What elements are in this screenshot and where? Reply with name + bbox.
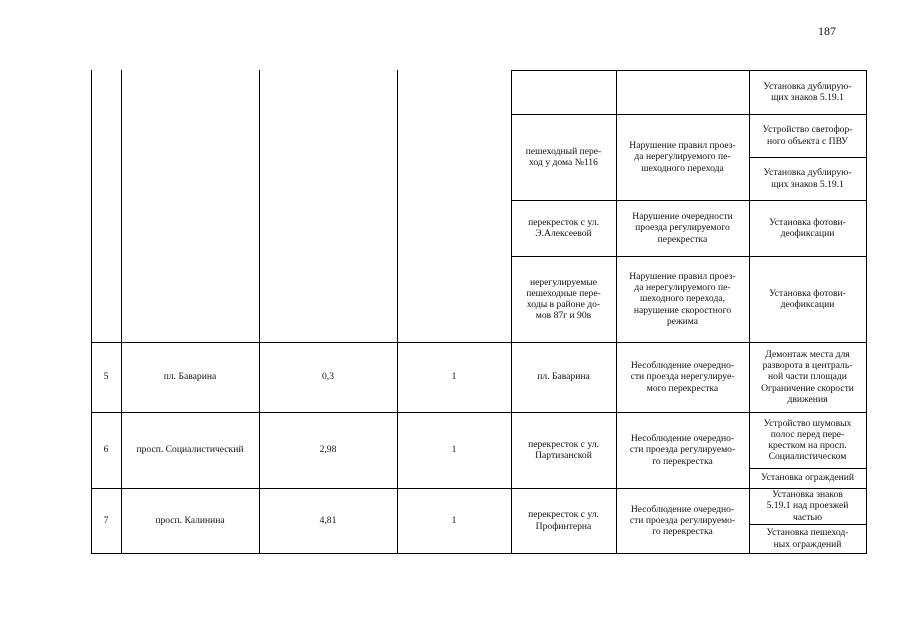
count-cell: 1 bbox=[451, 444, 457, 456]
measure-cell: Устройство светофор- ного объекта с ПВУ bbox=[762, 124, 853, 147]
measure-cell: Установка ограждений bbox=[760, 472, 855, 484]
measure-cell: Устройство шумовых полос перед пере- крестком на просп. Социалистическом bbox=[763, 417, 852, 463]
page-number: 187 bbox=[818, 24, 836, 38]
location-cell: пешеходный пере- ход у дома №116 bbox=[525, 145, 602, 168]
violation-cell: Нарушение правил проез- да нерегулируемого пе- шеходного перехода, нарушение скоростного режима bbox=[629, 270, 736, 327]
count-cell: 1 bbox=[451, 371, 457, 383]
count-cell: 1 bbox=[451, 514, 457, 526]
violation-cell: Нарушение очередности проезда регулируемого перекрестка bbox=[632, 211, 733, 245]
measure-cell: Установка пешеход- ных ограждений bbox=[766, 527, 849, 550]
violation-cell: Нарушение правил проез- да нерегулируемого пе- шеходного перехода bbox=[629, 140, 736, 174]
location-cell: перекресток с ул. Профинтерна bbox=[528, 509, 599, 532]
location-cell: нерегулируемые пешеходные пере- ходы в районе до- мов 87г и 90в bbox=[526, 276, 601, 322]
measure-cell: Установка дублирую- щих знаков 5.19.1 bbox=[763, 80, 852, 103]
row-number-cell: 6 bbox=[103, 444, 109, 456]
violation-cell bbox=[616, 70, 749, 114]
violation-cell: Несоблюдение очередно- сти проезда регулируемо- го перекрестка bbox=[629, 433, 736, 467]
measure-cell: Демонтаж места для разворота в централь- ной части площади Ограничение скорости движения bbox=[761, 348, 854, 405]
length-cell: 2,98 bbox=[319, 444, 337, 456]
violation-cell: Несоблюдение очередно- сти проезда регулируемо- го перекрестка bbox=[629, 503, 736, 538]
measure-cell: Установка дублирую- щих знаков 5.19.1 bbox=[763, 167, 852, 190]
row-number-cell: 5 bbox=[103, 371, 109, 383]
street-cell: просп. Калинина bbox=[155, 514, 225, 526]
measure-cell: Установка знаков 5.19.1 над проезжей частью bbox=[766, 489, 849, 523]
violation-cell: Несоблюдение очередно- сти проезда нерегулируе- мого перекрестка bbox=[630, 360, 735, 394]
measure-cell: Установка фотови- деофиксации bbox=[769, 287, 846, 310]
street-cell: пл. Баварина bbox=[163, 371, 217, 383]
location-cell: пл. Баварина bbox=[537, 371, 590, 383]
location-cell: перекресток с ул. Партизанской bbox=[528, 438, 599, 461]
street-cell: просп. Социалистический bbox=[136, 444, 244, 456]
length-cell: 0,3 bbox=[322, 371, 334, 383]
column-border bbox=[866, 70, 867, 553]
row-number-cell: 7 bbox=[103, 514, 109, 526]
table-bottom-border bbox=[91, 553, 867, 554]
location-cell: перекресток с ул. Э.Алексеевой bbox=[528, 216, 599, 239]
location-cell bbox=[511, 70, 616, 114]
length-cell: 4,81 bbox=[319, 514, 337, 526]
measure-cell: Установка фотови- деофиксации bbox=[769, 216, 846, 239]
